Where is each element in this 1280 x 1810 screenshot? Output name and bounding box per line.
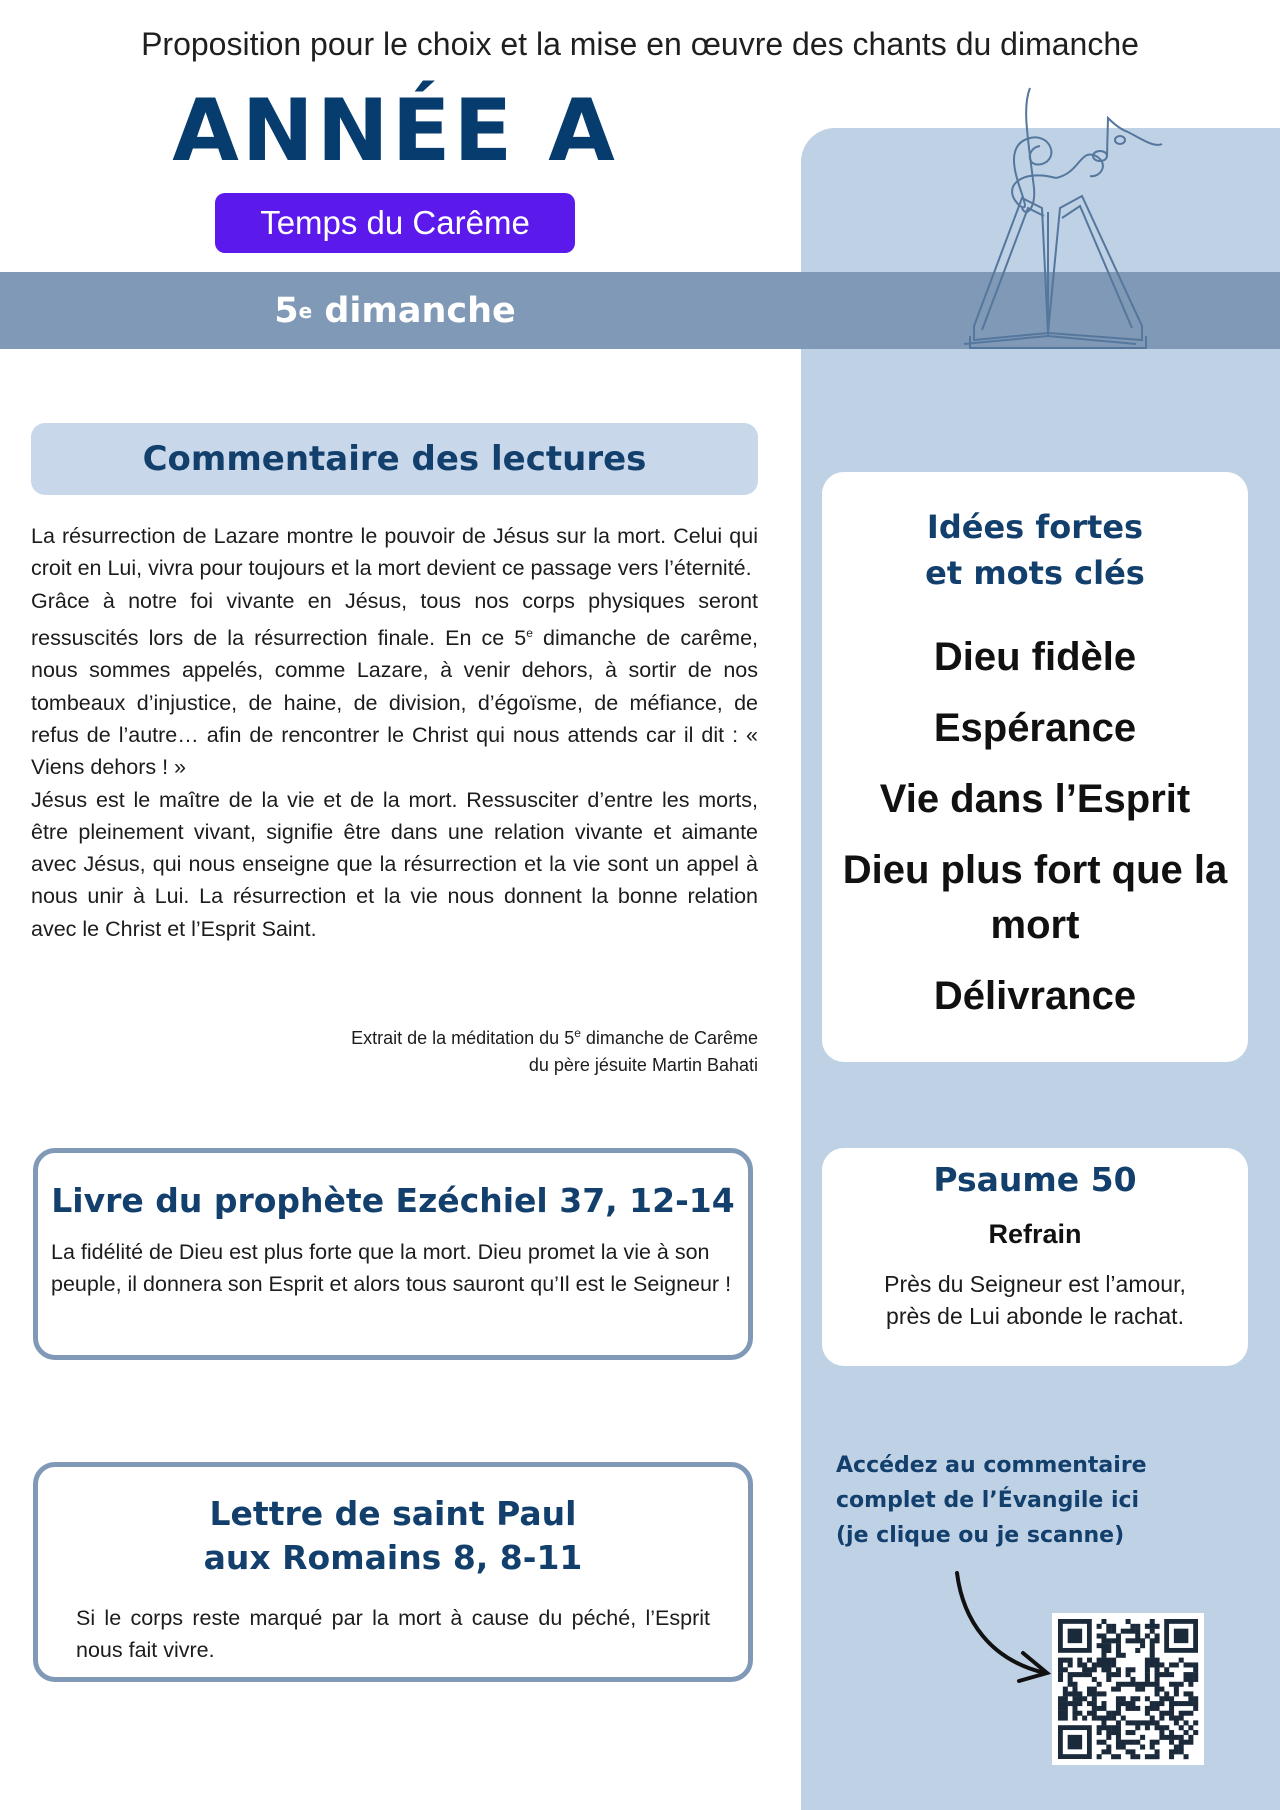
psalm-line-1: Près du Seigneur est l’amour,	[884, 1271, 1186, 1297]
credit-line-2: du père jésuite Martin Bahati	[528, 1055, 758, 1075]
commentary-credit	[31, 1020, 758, 1079]
subtitle-line: Proposition pour le choix et la mise en œuvre des chants du dimanche	[141, 26, 1139, 62]
reading-2-title	[38, 1492, 748, 1580]
commentary-paragraph-1: La résurrection de Lazare montre le pouvoir de Jésus sur la mort. Celui qui croit en Lui, vivra pour toujours et la mort devient ce passage vers l’éternité.	[31, 524, 758, 581]
key-idea-item: Espérance	[933, 706, 1137, 750]
reading-2-title-line-1: Lettre de saint Paul	[209, 1494, 577, 1533]
season-badge	[215, 193, 575, 253]
curved-arrow-icon	[945, 1565, 1055, 1690]
credit-start: Extrait de la méditation du 5	[351, 1028, 575, 1048]
key-idea-item: Dieu plus fort que la mort	[842, 848, 1228, 947]
key-idea-item: Délivrance	[933, 974, 1137, 1018]
reading-1-text: La fidélité de Dieu est plus forte que la mort. Dieu promet la vie à son peuple, il donnera son Esprit et alors tous sauront qu’Il est le Seigneur !	[51, 1240, 732, 1296]
qr-code[interactable]	[1052, 1613, 1204, 1765]
psalm-refrain-label: Refrain	[988, 1219, 1082, 1249]
key-ideas-list	[822, 630, 1248, 1024]
reading-2-title-line-2: aux Romains 8, 8-11	[203, 1538, 583, 1577]
sunday-sup: e	[298, 298, 313, 323]
reading-2-text: Si le corps reste marqué par la mort à cause du péché, l’Esprit nous fait vivre.	[76, 1606, 710, 1662]
credit-end: dimanche de Carême	[580, 1028, 758, 1048]
key-ideas-title-line-2: et mots clés	[925, 554, 1145, 592]
psalm-title: Psaume 50	[933, 1160, 1137, 1199]
commentary-text	[31, 520, 758, 945]
psalm-card	[822, 1148, 1248, 1366]
commentary-p2-sup: e	[526, 625, 533, 640]
sunday-heading	[0, 272, 790, 349]
commentary-heading: Commentaire des lectures	[31, 423, 758, 495]
commentary-paragraph-3: Jésus est le maître de la vie et de la mort. Ressusciter d’entre les morts, être pleinement vivant, signifie être dans une relation vivante et aimante avec Jésus, qui nous enseigne que la résurrection et la vie sont un appel à nous unir à Lui. La résurrection et la vie nous donnent la bonne relation avec le Christ et l’Esprit Saint.	[31, 787, 758, 941]
credit-sup: e	[574, 1026, 581, 1040]
access-line-1: Accédez au commentaire	[836, 1453, 1147, 1478]
page-title: ANNÉE A	[172, 81, 618, 181]
psalm-refrain-text	[822, 1268, 1248, 1332]
season-label: Temps du Carême	[260, 204, 530, 241]
psalm-line-2: près de Lui abonde le rachat.	[886, 1303, 1184, 1329]
reading-1-card	[33, 1148, 753, 1360]
sunday-number: 5	[274, 290, 299, 331]
key-ideas-card	[822, 472, 1248, 1062]
key-ideas-title-line-1: Idées fortes	[926, 508, 1144, 546]
key-idea-item: Vie dans l’Esprit	[879, 777, 1191, 821]
reading-1-title: Livre du prophète Ezéchiel 37, 12-14	[51, 1181, 735, 1220]
key-ideas-title	[822, 504, 1248, 596]
credit-line-1	[31, 1020, 758, 1052]
sunday-word: dimanche	[312, 290, 516, 331]
gospel-access-link[interactable]	[836, 1448, 1256, 1553]
commentary-p2-start: Grâce à notre foi vivante en Jésus, tous nos corps physiques seront ressuscités lors de la résurrection finale. En ce 5	[31, 588, 758, 651]
access-line-3: (je clique ou je scanne)	[836, 1523, 1125, 1548]
book-music-illustration	[930, 78, 1170, 350]
access-line-2: complet de l’Évangile ici	[836, 1488, 1140, 1513]
key-idea-item: Dieu fidèle	[933, 635, 1137, 679]
reading-2-card	[33, 1462, 753, 1682]
commentary-p2-end: dimanche de carême, nous sommes appelés, comme Lazare, à venir dehors, à sortir de nos tombeaux d’injustice, de haine, de division, d’égoïsme, de méfiance, de refus de l’autre… afin de rencontrer le Christ qui nous attends car il dit : « Viens dehors ! »	[31, 626, 758, 780]
commentary-paragraph-2	[31, 585, 758, 784]
